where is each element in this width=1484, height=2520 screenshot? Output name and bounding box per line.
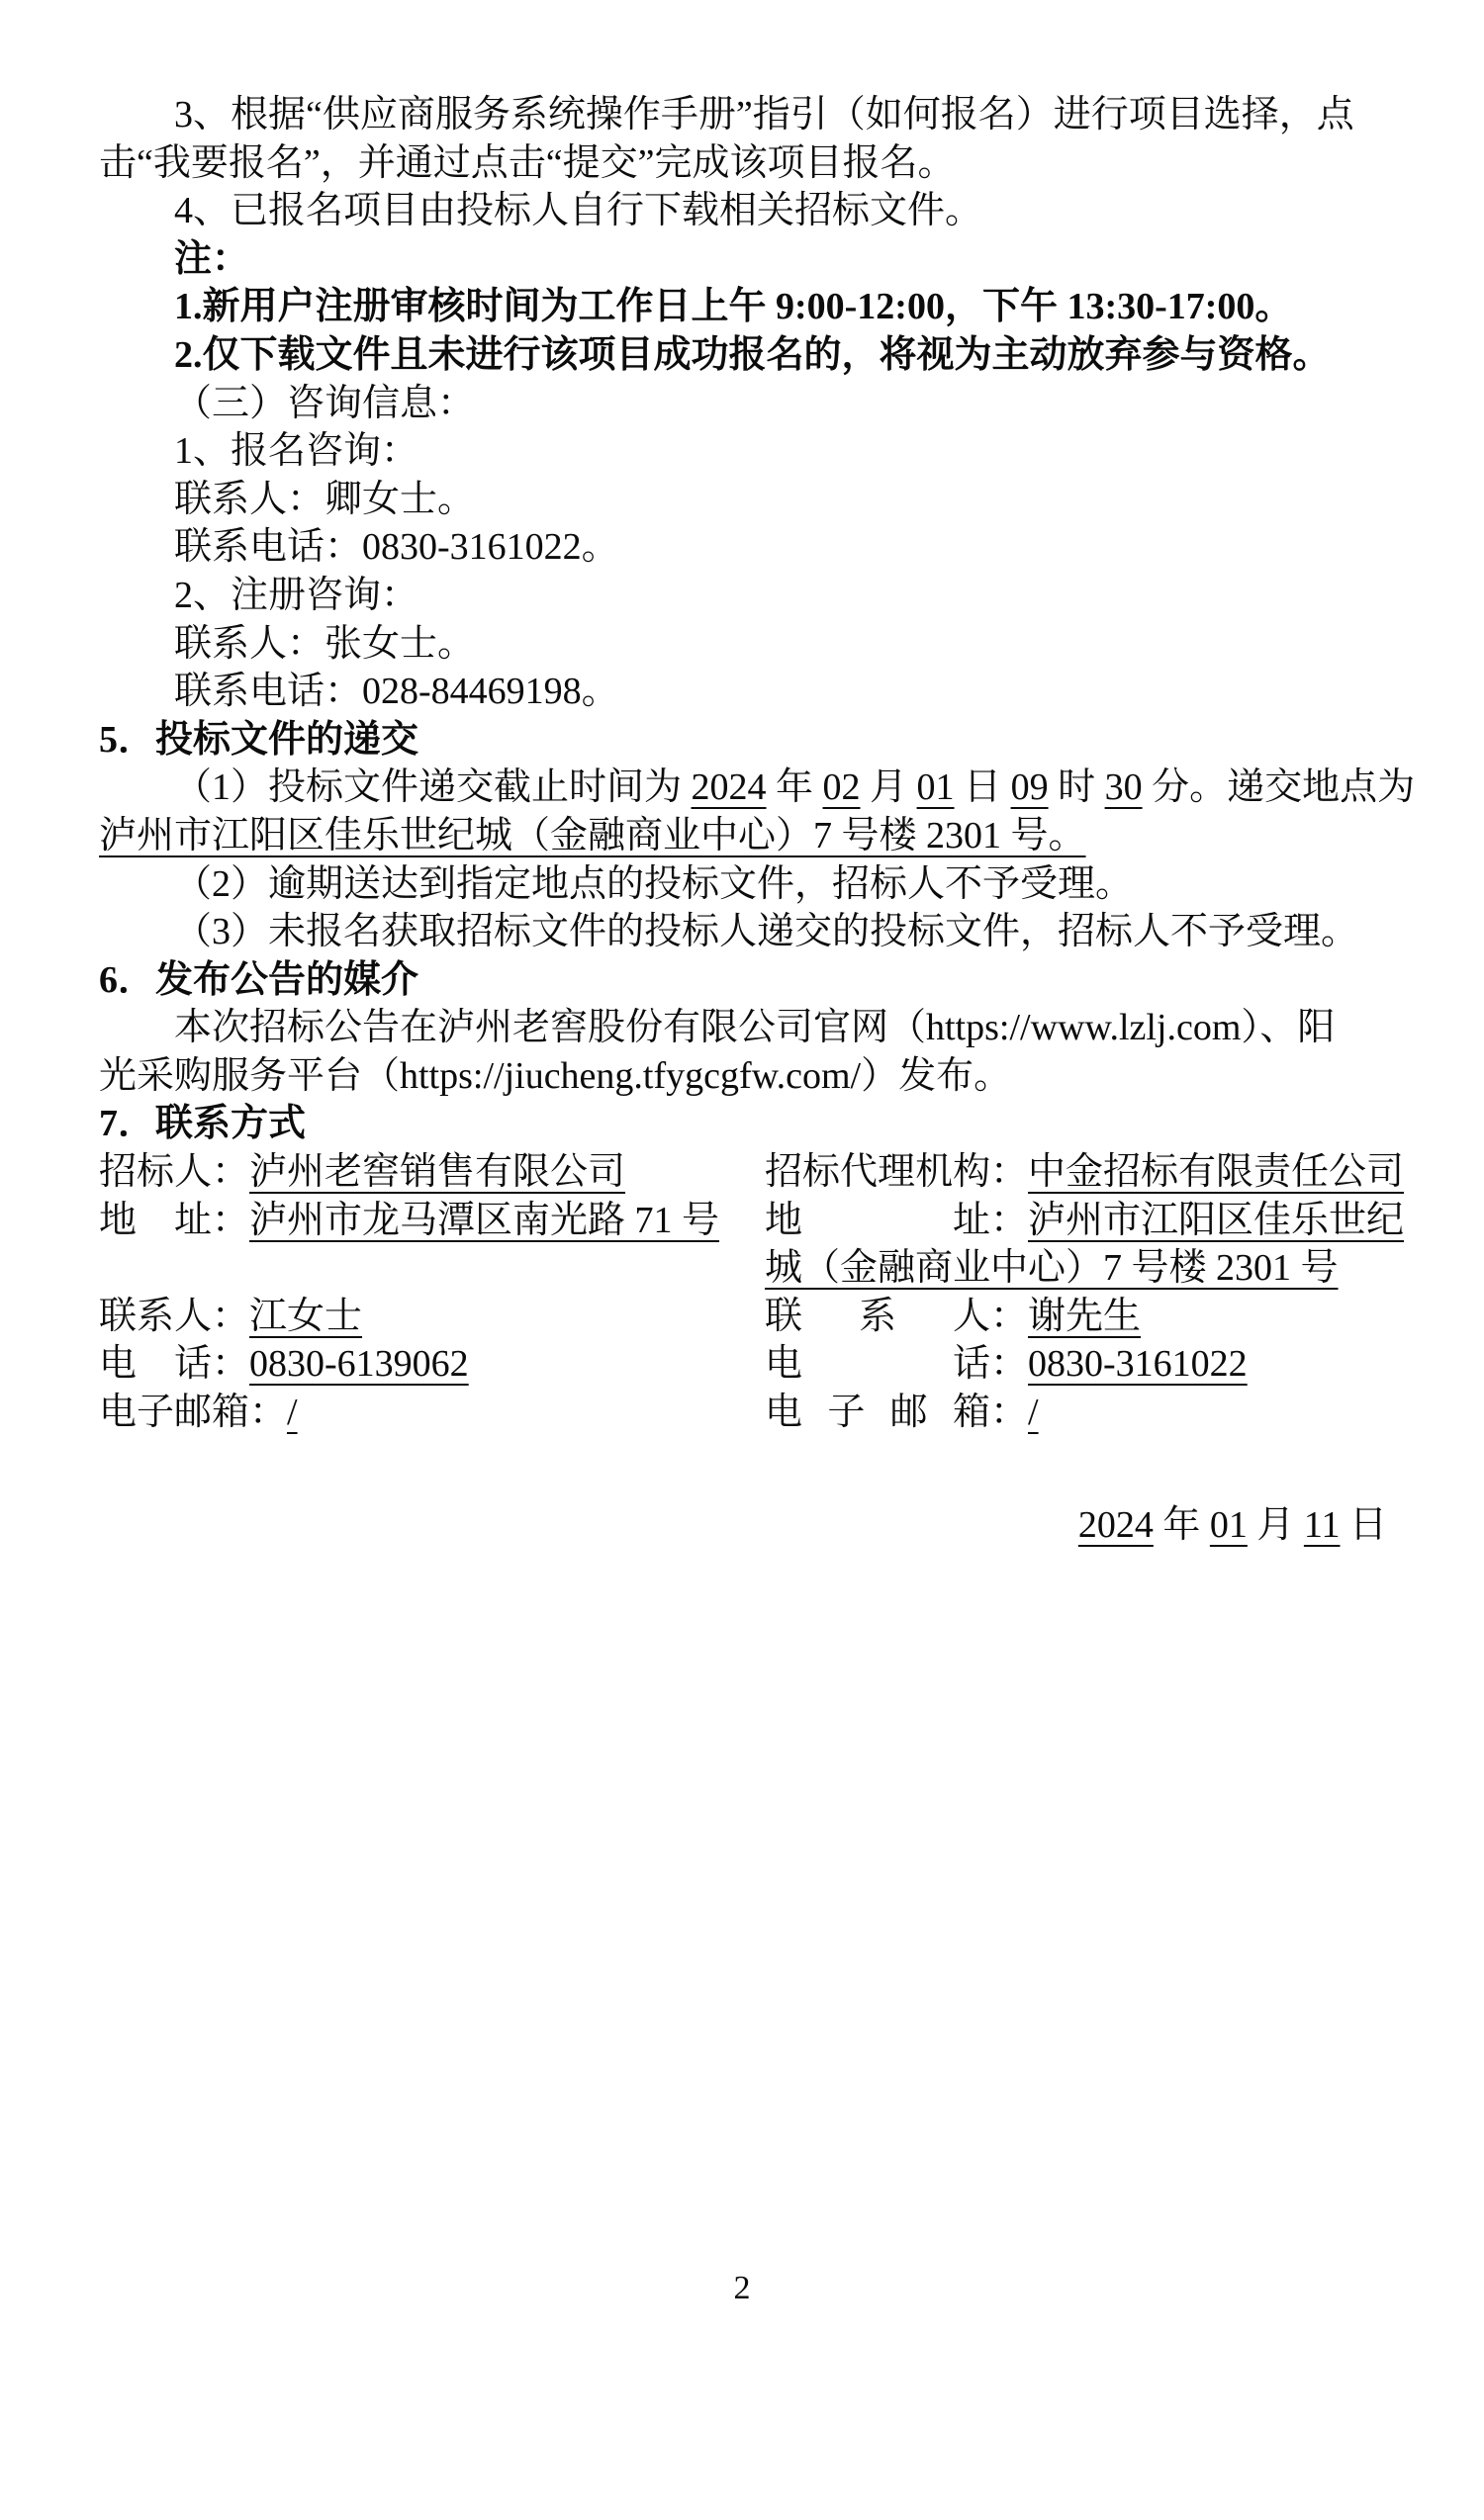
- document-line: [99, 572, 1387, 620]
- document-line: [99, 187, 1387, 235]
- underlined-text: 30: [1104, 766, 1143, 809]
- tenderer-contact-row: [99, 1293, 765, 1341]
- underlined-text: 0830-6139062: [249, 1343, 469, 1386]
- note-item: [99, 283, 1387, 331]
- section-heading: [99, 716, 1387, 765]
- document-line: [99, 860, 1387, 909]
- section-heading: [99, 956, 1387, 1005]
- underlined-text: 2024: [1077, 1503, 1154, 1546]
- page-number: 2: [733, 2270, 751, 2306]
- agency-email-row: [765, 1389, 1387, 1437]
- label-colon: ：: [212, 1199, 250, 1241]
- label-colon: ：: [990, 1295, 1029, 1337]
- underlined-text: 泸州市江阳区佳乐世纪城（金融商业中心）7 号楼 2301 号。: [99, 814, 1086, 856]
- field-label: 地 址: [765, 1199, 990, 1241]
- document-line: [99, 1052, 1387, 1101]
- document-content: [99, 91, 1416, 1549]
- text-run: 1.新用户注册审核时间为工作日上午 9:00-12:00，下午 13:30-17:00。: [174, 286, 1293, 328]
- label-colon: ：: [212, 1151, 250, 1194]
- underlined-text: 中金招标有限责任公司: [1028, 1151, 1405, 1194]
- date-line-container: [99, 1501, 1387, 1550]
- underlined-text: 谢先生: [1028, 1295, 1142, 1337]
- tenderer-address-row: [99, 1197, 765, 1245]
- label-colon: ：: [990, 1343, 1029, 1386]
- document-line: [99, 1004, 1387, 1052]
- field-label: 招 标 人: [99, 1151, 213, 1194]
- agency-phone-row: [765, 1340, 1387, 1389]
- underlined-text: 11: [1303, 1503, 1341, 1546]
- label-colon: ：: [212, 1295, 250, 1337]
- underlined-text: 城（金融商业中心）7 号楼 2301 号: [765, 1247, 1339, 1290]
- text-run: 7．联系方式: [99, 1103, 307, 1145]
- subsection-heading: [99, 380, 1387, 428]
- document-line: [99, 812, 1387, 860]
- document-line: [99, 908, 1387, 956]
- text-run: 联系人：卿女士。: [174, 478, 476, 520]
- underlined-text: 0830-3161022: [1028, 1343, 1248, 1386]
- underlined-text: /: [287, 1392, 298, 1434]
- label-colon: ：: [990, 1199, 1029, 1241]
- text-run: 日: [954, 766, 1011, 809]
- text-run: 联系人：张女士。: [174, 622, 476, 665]
- text-run: 3、根据“供应商服务系统操作手册”指引（如何报名）进行项目选择，点: [174, 94, 1354, 135]
- field-label: 联 系 人: [99, 1295, 213, 1337]
- field-label: 招 标 代 理 机 构: [765, 1151, 991, 1194]
- document-line: [99, 476, 1387, 524]
- text-run: （3）未报名获取招标文件的投标人递交的投标文件，招标人不予受理。: [174, 911, 1359, 953]
- tenderer-email-row: [99, 1389, 765, 1437]
- field-label: 电 子 邮 箱: [99, 1392, 250, 1434]
- text-run: 日: [1340, 1503, 1387, 1546]
- contact-left-column: [99, 1148, 765, 1437]
- agency-address-row-2: [765, 1244, 1387, 1293]
- document-line: [99, 668, 1387, 716]
- text-run: （三）咨询信息：: [174, 382, 476, 424]
- field-label: 电 话: [765, 1343, 990, 1386]
- text-run: 击“我要报名”，并通过点击“提交”完成该项目报名。: [99, 141, 956, 184]
- underlined-text: 01: [916, 766, 955, 809]
- text-run: 月: [860, 766, 917, 809]
- text-run: 2.仅下载文件且未进行该项目成功报名的，将视为主动放弃参与资格。: [174, 333, 1331, 376]
- underlined-text: 2024: [691, 766, 767, 809]
- agency-name-row: [765, 1148, 1405, 1197]
- document-line: [99, 764, 1416, 812]
- section-heading: [99, 1100, 1387, 1148]
- label-colon: ：: [990, 1151, 1029, 1194]
- text-run: 年: [1153, 1503, 1210, 1546]
- document-line: [99, 523, 1387, 572]
- underlined-text: 泸州市龙马潭区南光路 71 号: [249, 1199, 720, 1241]
- text-run: （1）投标文件递交截止时间为: [174, 766, 692, 809]
- label-colon: ：: [990, 1392, 1029, 1434]
- underlined-text: 09: [1010, 766, 1049, 809]
- contact-right-column: [765, 1148, 1405, 1437]
- underlined-text: 江女士: [249, 1295, 363, 1337]
- underlined-text: /: [1028, 1392, 1039, 1434]
- blank-row: [99, 1244, 765, 1293]
- text-run: 分。递交地点为: [1142, 766, 1416, 809]
- text-run: 联系电话：0830-3161022。: [174, 526, 619, 569]
- text-run: （2）逾期送达到指定地点的投标文件，招标人不予受理。: [174, 862, 1134, 905]
- tenderer-name-row: [99, 1148, 765, 1197]
- field-label: 地 址: [99, 1199, 212, 1241]
- field-label: 电 话: [99, 1343, 212, 1386]
- text-run: 2、注册咨询：: [174, 574, 419, 616]
- document-line: [99, 620, 1387, 669]
- text-run: 本次招标公告在泸州老窖股份有限公司官网（https://www.lzlj.com）、阳: [174, 1007, 1336, 1049]
- underlined-text: 泸州老窖销售有限公司: [249, 1151, 626, 1194]
- note-item: [99, 331, 1387, 380]
- text-run: 5．投标文件的递交: [99, 718, 419, 761]
- contact-table: [99, 1148, 1405, 1437]
- label-colon: ：: [249, 1392, 288, 1434]
- tenderer-phone-row: [99, 1340, 765, 1389]
- note-heading: [99, 235, 1387, 284]
- text-run: 1、报名咨询：: [174, 430, 419, 473]
- field-label: 联 系 人: [765, 1295, 990, 1337]
- agency-address-row: [765, 1197, 1405, 1245]
- field-label: 电 子 邮 箱: [765, 1392, 990, 1434]
- text-run: 6．发布公告的媒介: [99, 958, 419, 1001]
- text-run: 联系电话：028-84469198。: [174, 671, 619, 713]
- date-line: [99, 1501, 1387, 1550]
- text-run: 注：: [174, 237, 250, 280]
- document-line: [99, 139, 1387, 188]
- label-colon: ：: [212, 1343, 250, 1386]
- text-run: 月: [1247, 1503, 1304, 1546]
- text-run: 年: [766, 766, 823, 809]
- text-run: 4、已报名项目由投标人自行下载相关招标文件。: [174, 190, 983, 232]
- text-run: 时: [1048, 766, 1105, 809]
- document-line: [99, 427, 1387, 476]
- underlined-text: 泸州市江阳区佳乐世纪: [1028, 1199, 1405, 1241]
- document-line: [99, 91, 1387, 139]
- underlined-text: 02: [822, 766, 861, 809]
- agency-contact-row: [765, 1293, 1387, 1341]
- text-run: 光采购服务平台（https://jiucheng.tfygcgfw.com/）发布。: [99, 1054, 1012, 1097]
- document-body: [99, 91, 1416, 1148]
- underlined-text: 01: [1209, 1503, 1248, 1546]
